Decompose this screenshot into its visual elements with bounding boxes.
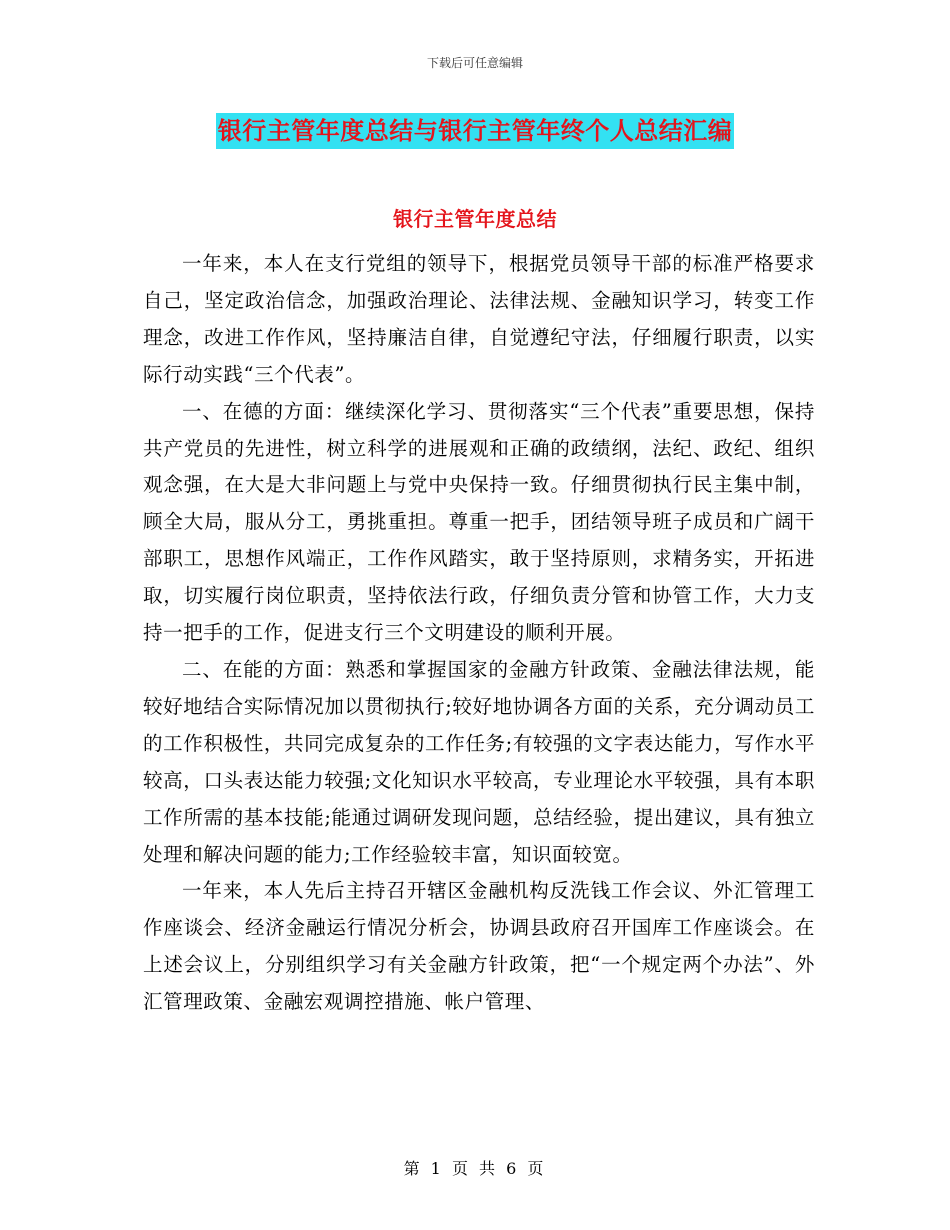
page-header-note: 下载后可任意编辑 bbox=[426, 56, 523, 70]
page-number: 第 1 页 共 6 页 bbox=[403, 1159, 547, 1178]
paragraph: 一年来，本人在支行党组的领导下，根据党员领导干部的标准严格要求自己，坚定政治信念，加强政治理论、法律法规、金融知识学习，转变工作理念，改进工作作风，坚持廉洁自律，自觉遵纪守法，仔细履行职责，以实际行动实践“三个代表”。 bbox=[143, 252, 815, 386]
paragraph: 二、在能的方面：熟悉和掌握国家的金融方针政策、金融法律法规，能较好地结合实际情况加以贯彻执行;较好地协调各方面的关系，充分调动员工的工作积极性，共同完成复杂的工作任务;有较强的文字表达能力，写作水平较高，口头表达能力较强;文化知识水平较高，专业理论水平较强，具有本职工作所需的基本技能;能通过调研发现问题，总结经验，提出建议，具有独立处理和解决问题的能力;工作经验较丰富，知识面较宽。 bbox=[143, 657, 815, 866]
title-container bbox=[0, 113, 950, 149]
paragraph: 一年来，本人先后主持召开辖区金融机构反洗钱工作会议、外汇管理工作座谈会、经济金融运行情况分析会，协调县政府召开国库工作座谈会。在上述会议上，分别组织学习有关金融方针政策，把“一个规定两个办法”、外汇管理政策、金融宏观调控措施、帐户管理、 bbox=[143, 879, 815, 1014]
document-body bbox=[143, 246, 815, 1021]
paragraph: 一、在德的方面：继续深化学习、贯彻落实“三个代表”重要思想，保持共产党员的先进性，树立科学的进展观和正确的政绩纲，法纪、政纪、组织观念强，在大是大非问题上与党中央保持一致。仔细贯彻执行民主集中制，顾全大局，服从分工，勇挑重担。尊重一把手，团结领导班子成员和广阔干部职工，思想作风端正，工作作风踏实，敢于坚持原则，求精务实，开拓进取，切实履行岗位职责，坚持依法行政，仔细负责分管和协管工作，大力支持一把手的工作，促进支行三个文明建设的顺利开展。 bbox=[143, 399, 815, 645]
document-title: 银行主管年度总结与银行主管年终个人总结汇编 bbox=[216, 113, 735, 149]
section-title: 银行主管年度总结 bbox=[393, 207, 557, 231]
